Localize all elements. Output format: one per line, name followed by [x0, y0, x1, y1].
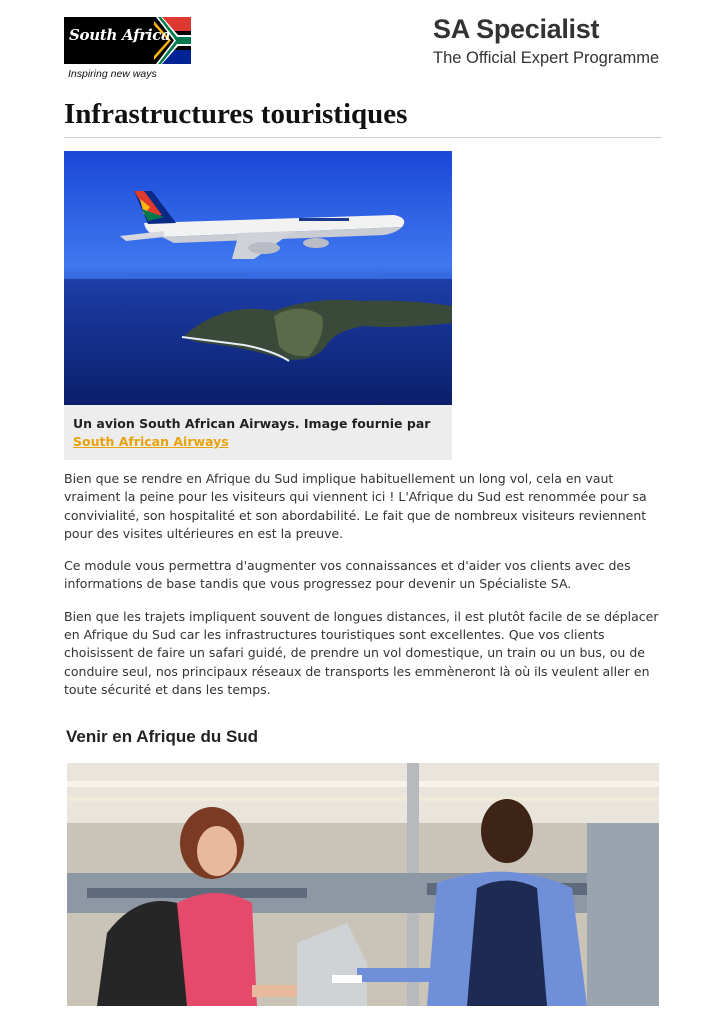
paragraph-3: Bien que les trajets impliquent souvent de longues distances, il est plutôt facile de se déplacer en Afrique du Sud car les infrastructures touristiques sont excellentes. Que vos clients choisissent de faire un safari guidé, de prendre un vol domestique, un train ou un bus, ou de conduire seul, nos principaux réseaux de transports les emmèneront là où ils veulent aller en toute sécurité et dans les temps. [64, 608, 659, 697]
caption-text: Un avion South African Airways. Image fournie par [73, 416, 431, 431]
airplane-photo [64, 151, 452, 405]
figure-caption [64, 405, 452, 460]
paragraph-2: Ce module vous permettra d'augmenter vos connaissances et d'aider vos clients avec des informations de base tandis que vous progressez pour devenir un Spécialiste SA. [64, 558, 631, 592]
logo-tagline: Inspiring new ways [68, 68, 157, 80]
south-africa-logo[interactable] [64, 17, 192, 83]
caption-link[interactable]: South African Airways [73, 434, 229, 449]
logo-brand-text: South Africa [69, 26, 171, 44]
page-title: Infrastructures touristiques [64, 98, 408, 130]
flag-logo-icon [64, 17, 191, 64]
programme-title: SA Specialist [433, 14, 600, 44]
airport-photo [67, 763, 659, 1006]
title-divider [64, 137, 662, 138]
airport-figure [67, 763, 659, 1006]
programme-subtitle: The Official Expert Programme [433, 49, 660, 67]
body-text [64, 470, 664, 713]
airplane-figure [64, 151, 452, 460]
paragraph-1: Bien que se rendre en Afrique du Sud implique habituellement un long vol, cela en vaut vraiment la peine pour les visiteurs qui viennent ici ! L'Afrique du Sud est renommée pour sa convivialité, son hospitalité et son abordabilité. Le fait que de nombreux visiteurs reviennent pour des visites ultérieures en est la preuve. [64, 471, 647, 541]
programme-header [433, 14, 659, 69]
section-title: Venir en Afrique du Sud [66, 727, 259, 746]
